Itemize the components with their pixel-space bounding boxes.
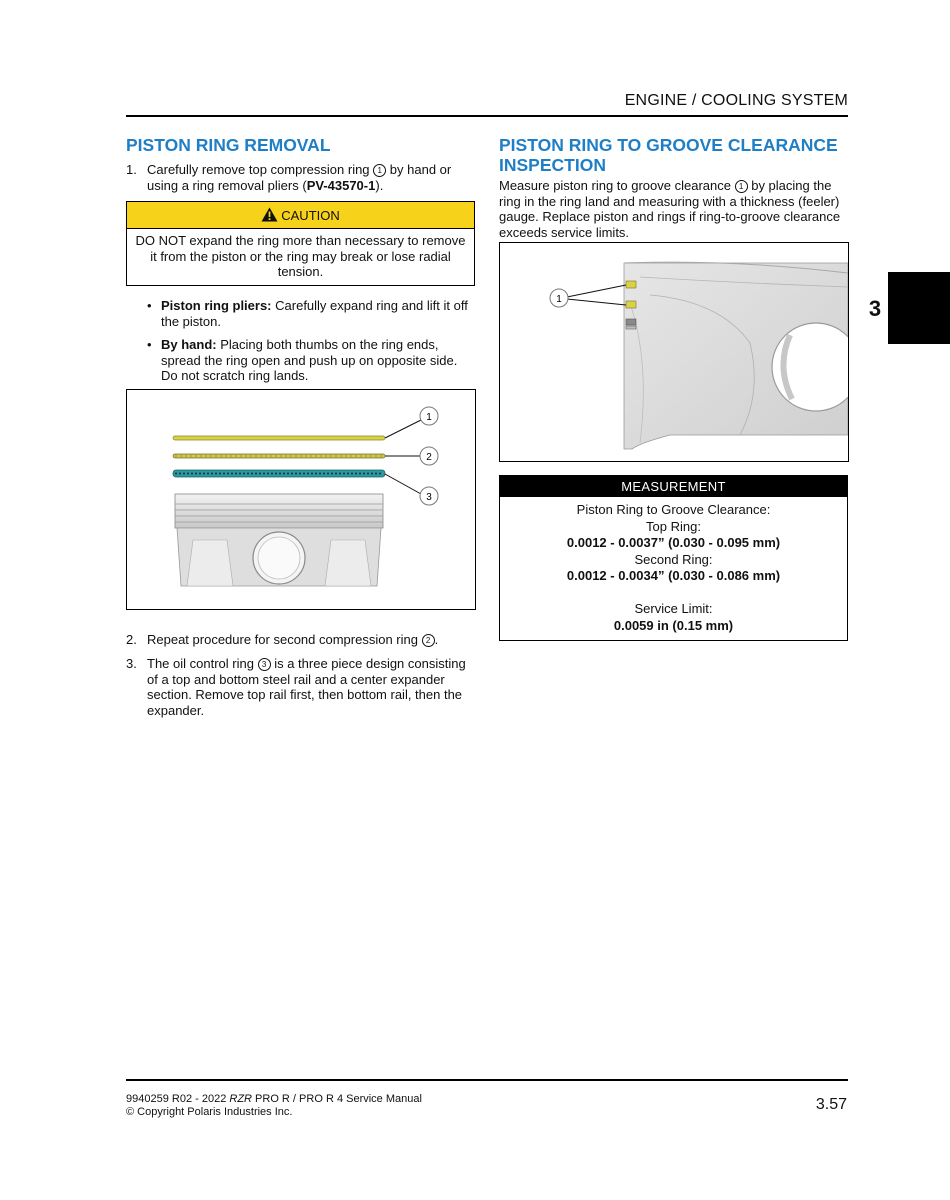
step-number: 2. xyxy=(126,632,137,647)
measurement-title: Piston Ring to Groove Clearance: xyxy=(576,502,771,517)
caution-label: CAUTION xyxy=(281,208,340,223)
svg-text:1: 1 xyxy=(426,412,432,423)
service-limit-label: Service Limit: xyxy=(634,601,713,616)
svg-text:1: 1 xyxy=(556,294,562,305)
callout-1 xyxy=(420,407,438,425)
caution-header xyxy=(127,202,474,229)
second-ring-label: Second Ring: xyxy=(634,551,713,567)
caution-box xyxy=(126,201,475,286)
list-item: • By hand: Placing both thumbs on the ring ends, spread the ring open and push up on opposite side. Do not scratch ring lands. xyxy=(147,337,458,383)
caution-text: DO NOT expand the ring more than necessary to remove it from the piston or the ring may break or lose radial tension. xyxy=(135,233,466,279)
section-heading-groove-clearance: PISTON RING TO GROOVE CLEARANCE INSPECTION xyxy=(499,135,838,175)
chapter-number: 3 xyxy=(868,296,882,321)
step-3: 3. The oil control ring 3 is a three piece design consisting of a top and bottom steel rail and a center expander section. Remove top rail first, then bottom rail, then the expander. xyxy=(126,656,466,718)
groove-clearance-intro: Measure piston ring to groove clearance 1 by placing the ring in the ring land and measuring with a thickness (feeler) gauge. Replace piston and rings if ring-to-groove clearance exceeds service limits. xyxy=(499,178,841,240)
copyright: © Copyright Polaris Industries Inc. xyxy=(126,1105,293,1118)
header-title: ENGINE / COOLING SYSTEM xyxy=(624,92,848,109)
ring-groove-illustration xyxy=(500,243,848,461)
tool-part-number: PV-43570-1 xyxy=(306,177,376,193)
footer-divider xyxy=(126,1079,848,1081)
piston-rings-illustration xyxy=(127,390,475,609)
callout-ref: 1 xyxy=(373,164,386,177)
ring-lands xyxy=(626,281,636,329)
list-item: • Piston ring pliers: Carefully expand ring and lift it off the piston. xyxy=(147,298,468,329)
piston-body xyxy=(175,494,383,586)
step-number: 3. xyxy=(126,656,137,671)
piston-section xyxy=(624,262,848,449)
step-1: 1. Carefully remove top compression ring 1 by hand or using a ring removal pliers (PV-43570-1). xyxy=(126,162,452,193)
callout-1 xyxy=(550,289,568,307)
step-number: 1. xyxy=(126,162,137,177)
page-number: 3.57 xyxy=(815,1096,847,1113)
top-ring-label: Top Ring: xyxy=(646,518,701,534)
ring-groove-figure xyxy=(499,242,849,462)
measurement-header: MEASUREMENT xyxy=(500,476,847,497)
step-2: 2. Repeat procedure for second compression ring 2 . xyxy=(126,632,439,647)
document-title: 9940259 R02 - 2022 RZR PRO R / PRO R 4 Service Manual xyxy=(126,1093,422,1105)
removal-methods-list xyxy=(147,298,477,392)
header-divider xyxy=(126,115,848,117)
svg-text:3: 3 xyxy=(426,492,432,503)
second-compression-ring xyxy=(173,454,385,458)
piston-rings-figure xyxy=(126,389,476,610)
warning-icon xyxy=(261,207,278,222)
callout-ref: 2 xyxy=(422,634,435,647)
second-ring-value: 0.0012 - 0.0034” (0.030 - 0.086 mm) xyxy=(566,568,781,583)
measurement-box xyxy=(499,475,848,641)
callout-ref: 1 xyxy=(735,180,748,193)
section-heading-piston-ring-removal: PISTON RING REMOVAL xyxy=(126,135,331,155)
callout-3 xyxy=(420,487,438,505)
svg-text:2: 2 xyxy=(426,452,432,463)
service-limit-value: 0.0059 in (0.15 mm) xyxy=(613,617,734,633)
top-compression-ring xyxy=(173,436,385,440)
footer-document-info xyxy=(126,1093,422,1118)
chapter-tab xyxy=(888,272,950,344)
oil-control-ring xyxy=(173,470,385,477)
top-ring-value: 0.0012 - 0.0037” (0.030 - 0.095 mm) xyxy=(566,535,781,550)
callout-ref: 3 xyxy=(258,658,271,671)
callout-2 xyxy=(420,447,438,465)
